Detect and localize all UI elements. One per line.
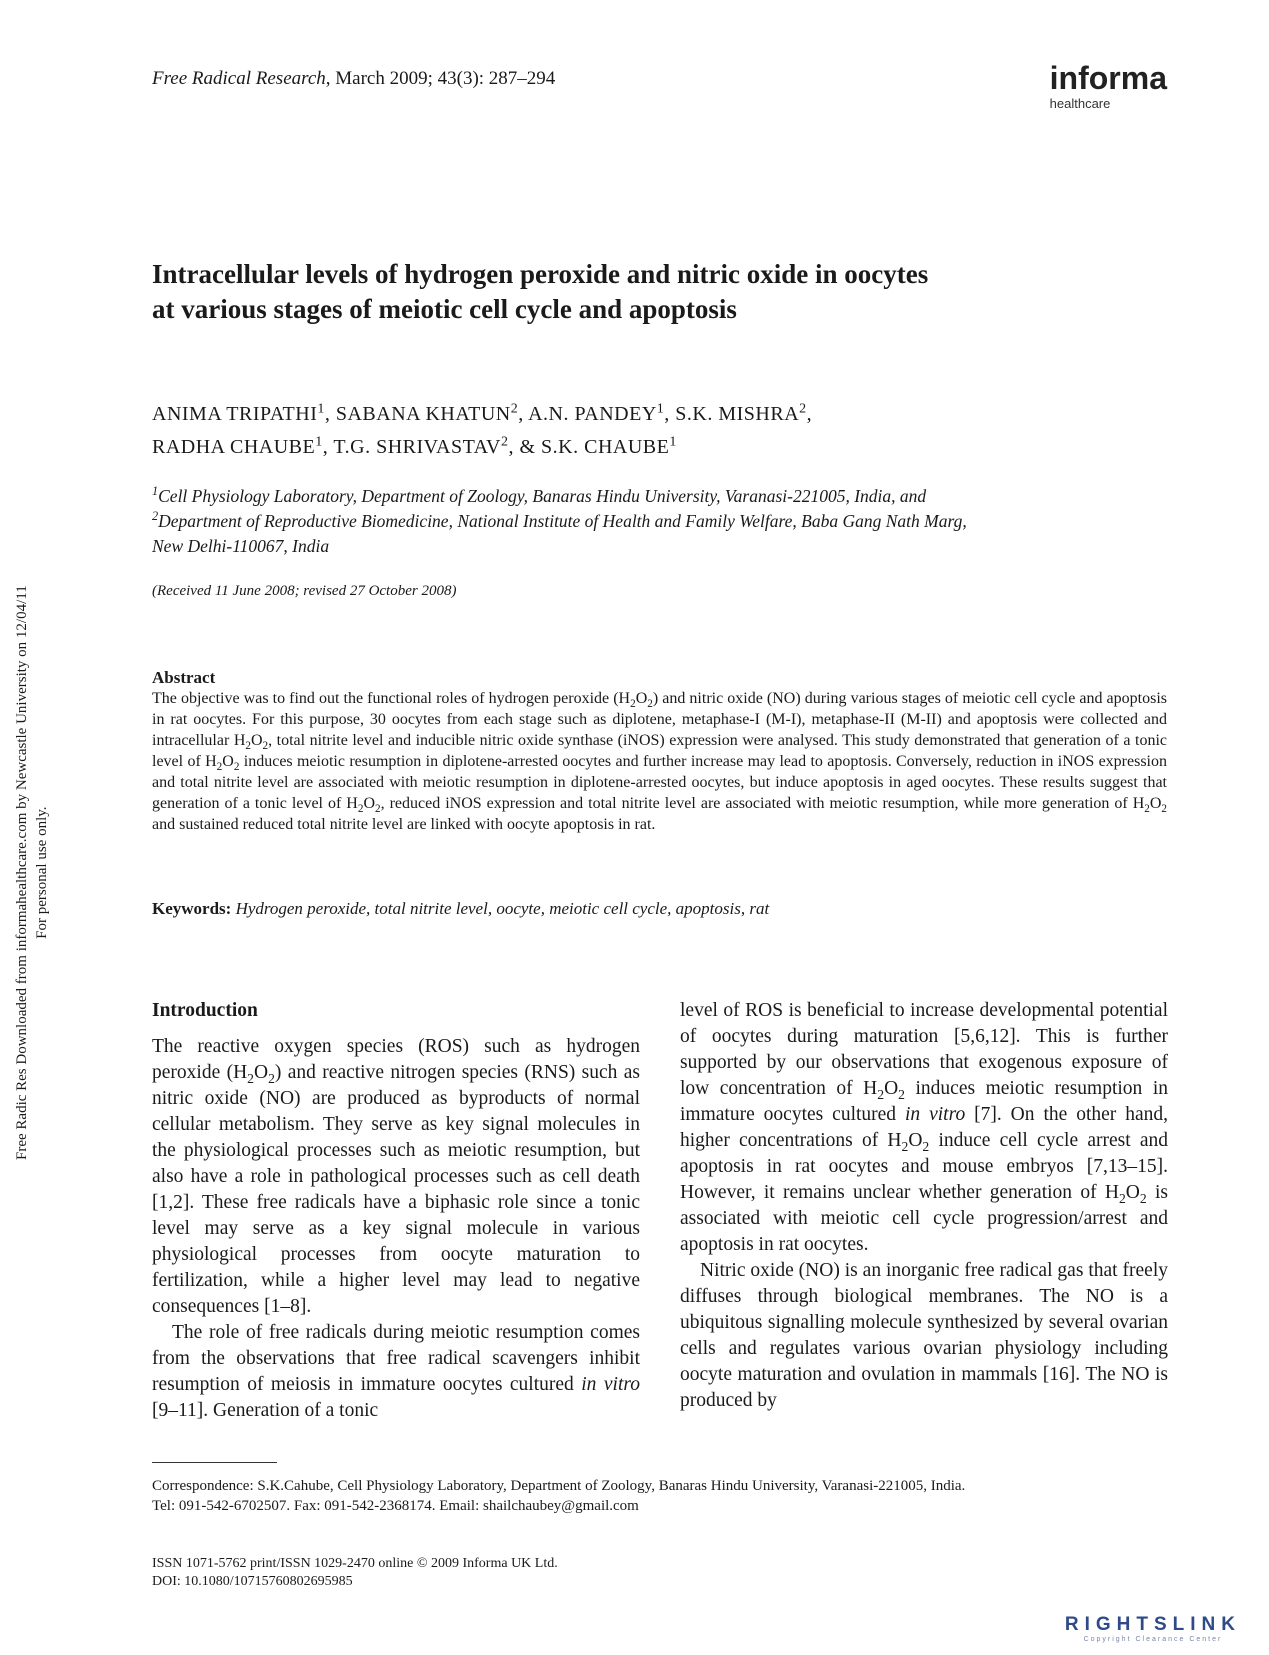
author-name: , A.N. PANDEY — [518, 403, 657, 425]
author-line-1 — [152, 398, 1172, 431]
author-name: , SABANA KHATUN — [324, 403, 511, 425]
keywords-list: Hydrogen peroxide, total nitrite level, oocyte, meiotic cell cycle, apoptosis, rat — [231, 899, 770, 918]
author-affil-mark: 2 — [501, 434, 509, 450]
title-line-2: at various stages of meiotic cell cycle and apoptosis — [152, 294, 737, 324]
affiliation-text: Cell Physiology Laboratory, Department of Zoology, Banaras Hindu University, Varanasi-221005, India, and — [158, 486, 927, 506]
abstract-body: The objective was to find out the functional roles of hydrogen peroxide $(H_2O_2)$ and nitric oxide (NO) during various stages of meiotic cell cycle and apoptosis in rat oocytes. For this purpose, 30 oocytes from each stage such as diplotene, metaphase-I (M-I), metaphase-II (M-II) and apoptosis were collected and intracellular $H_2O_2$, total nitrite level and inducible nitric oxide synthase (iNOS) expression were analysed. This study demonstrated that generation of a tonic level of $H_2O_2$ induces meiotic resumption in diplotene-arrested oocytes and further increase may lead to apoptosis. Conversely, reduction in iNOS expression and total nitrite level are associated with meiotic resumption in diplotene-arrested oocytes, but induce apoptosis in aged oocytes. These results suggest that generation of a tonic level of $H_2O_2$, reduced iNOS expression and total nitrite level are associated with meiotic resumption, while more generation of $H_2O_2$ and sustained reduced total nitrite level are linked with oocyte apoptosis in rat. — [152, 690, 1168, 833]
keywords-label: Keywords: — [152, 899, 232, 918]
affiliation-number: 1 — [152, 484, 159, 499]
author-affil-mark: 1 — [656, 401, 665, 417]
footnote-rule — [152, 1462, 277, 1463]
author-line-2 — [152, 431, 1172, 464]
author-list — [152, 398, 1172, 464]
keywords — [152, 899, 769, 919]
issn-doi — [152, 1555, 558, 1591]
correspondence-address: Correspondence: S.K.Cahube, Cell Physiology Laboratory, Department of Zoology, Banaras Hindu University, Varanasi-221005, India. — [152, 1478, 966, 1494]
author-name: RADHA CHAUBE — [152, 436, 316, 458]
author-affil-mark: 1 — [669, 434, 677, 450]
publisher-logo — [1050, 62, 1167, 111]
publisher-logo-name: informa — [1049, 60, 1167, 96]
correspondence-contact: Tel: 091-542-6702507. Fax: 091-542-2368174. Email: shailchaubey@gmail.com — [152, 1498, 639, 1514]
affiliation-2-cont: New Delhi-110067, India — [152, 536, 330, 556]
author-affil-mark: 1 — [317, 401, 325, 417]
author-name: , T.G. SHRIVASTAV — [322, 436, 501, 458]
affiliation-number: 2 — [152, 509, 159, 524]
author-affil-mark: 2 — [510, 401, 519, 417]
journal-citation — [152, 68, 555, 90]
doi-line: DOI: 10.1080/10715760802695985 — [152, 1574, 353, 1589]
watermark-line-1: Free Radic Res Downloaded from informahealthcare.com by Newcastle University on 12/04/11 — [14, 585, 30, 1160]
issn-line: ISSN 1071-5762 print/ISSN 1029-2470 online © 2009 Informa UK Ltd. — [152, 1556, 558, 1571]
body-column-right — [680, 998, 1168, 1414]
author-affil-mark: 2 — [799, 401, 807, 417]
publisher-logo-sub: healthcare — [1049, 96, 1111, 111]
paragraph: level of ROS is beneficial to increase developmental potential of oocytes during maturation [5,6,12]. This is further supported by our observations that exogenous exposure of low concentration of $H_2O_2$ induces meiotic resumption in immature oocytes cultured in vitro [7]. On the other hand, higher concentrations of $H_2O_2$ induce cell cycle arrest and apoptosis in rat oocytes and mouse embryos [7,13–15]. However, it remains unclear whether generation of $H_2O_2$ is associated with meiotic cell cycle progression/arrest and apoptosis in rat oocytes. — [680, 1000, 1168, 1255]
abstract-heading: Abstract — [152, 668, 216, 687]
rightslink-logo — [1065, 1614, 1241, 1643]
author-name: , & S.K. CHAUBE — [508, 436, 670, 458]
author-name: , S.K. MISHRA — [664, 403, 800, 425]
affiliations — [152, 484, 1172, 559]
download-watermark — [0, 0, 60, 1655]
paragraph: The reactive oxygen species (ROS) such as hydrogen peroxide $(H_2O_2)$ and reactive nitrogen species (RNS) such as nitric oxide (NO) are produced as byproducts of normal cellular metabolism. They serve as key signal molecules in the physiological processes such as meiotic resumption, but also have a role in pathological processes such as cell death [1,2]. These free radicals have a biphasic role since a tonic level may serve as a key signal molecule in various physiological processes from oocyte maturation to fertilization, while a higher level may lead to negative consequences [1–8]. — [152, 1036, 640, 1317]
received-dates: (Received 11 June 2008; revised 27 October 2008) — [152, 583, 457, 599]
paragraph: The role of free radicals during meiotic resumption comes from the observations that free radical scavengers inhibit resumption of meiosis in immature oocytes cultured in vitro [9–11]. Generation of a tonic — [152, 1322, 640, 1421]
title-line-1: Intracellular levels of hydrogen peroxide and nitric oxide in oocytes — [152, 259, 929, 289]
article-title — [152, 257, 1152, 327]
watermark-line-2: For personal use only. — [34, 806, 50, 939]
journal-name: Free Radical Research — [152, 68, 326, 89]
journal-issue: , March 2009; 43(3): 287–294 — [325, 68, 556, 89]
correspondence-note — [152, 1476, 1172, 1516]
author-affil-mark: 1 — [315, 434, 323, 450]
section-heading-introduction: Introduction — [152, 1000, 258, 1021]
body-column-left — [152, 998, 640, 1424]
paragraph: Nitric oxide (NO) is an inorganic free radical gas that freely diffuses through biological membranes. The NO is a ubiquitous signalling molecule synthesized by several ovarian cells and regulates various ovarian physiology including oocyte maturation and ovulation in mammals [16]. The NO is produced by — [680, 1260, 1168, 1411]
affiliation-2 — [152, 509, 1172, 534]
author-separator: , — [806, 403, 813, 425]
affiliation-text: Department of Reproductive Biomedicine, National Institute of Health and Family Welfare, Baba Gang Nath Marg, — [158, 511, 967, 531]
affiliation-1 — [152, 484, 1172, 509]
author-name: ANIMA TRIPATHI — [152, 403, 318, 425]
rightslink-text: RIGHTSLINK — [1064, 1614, 1241, 1635]
rightslink-subtext: Copyright Clearance Center — [1083, 1636, 1223, 1643]
